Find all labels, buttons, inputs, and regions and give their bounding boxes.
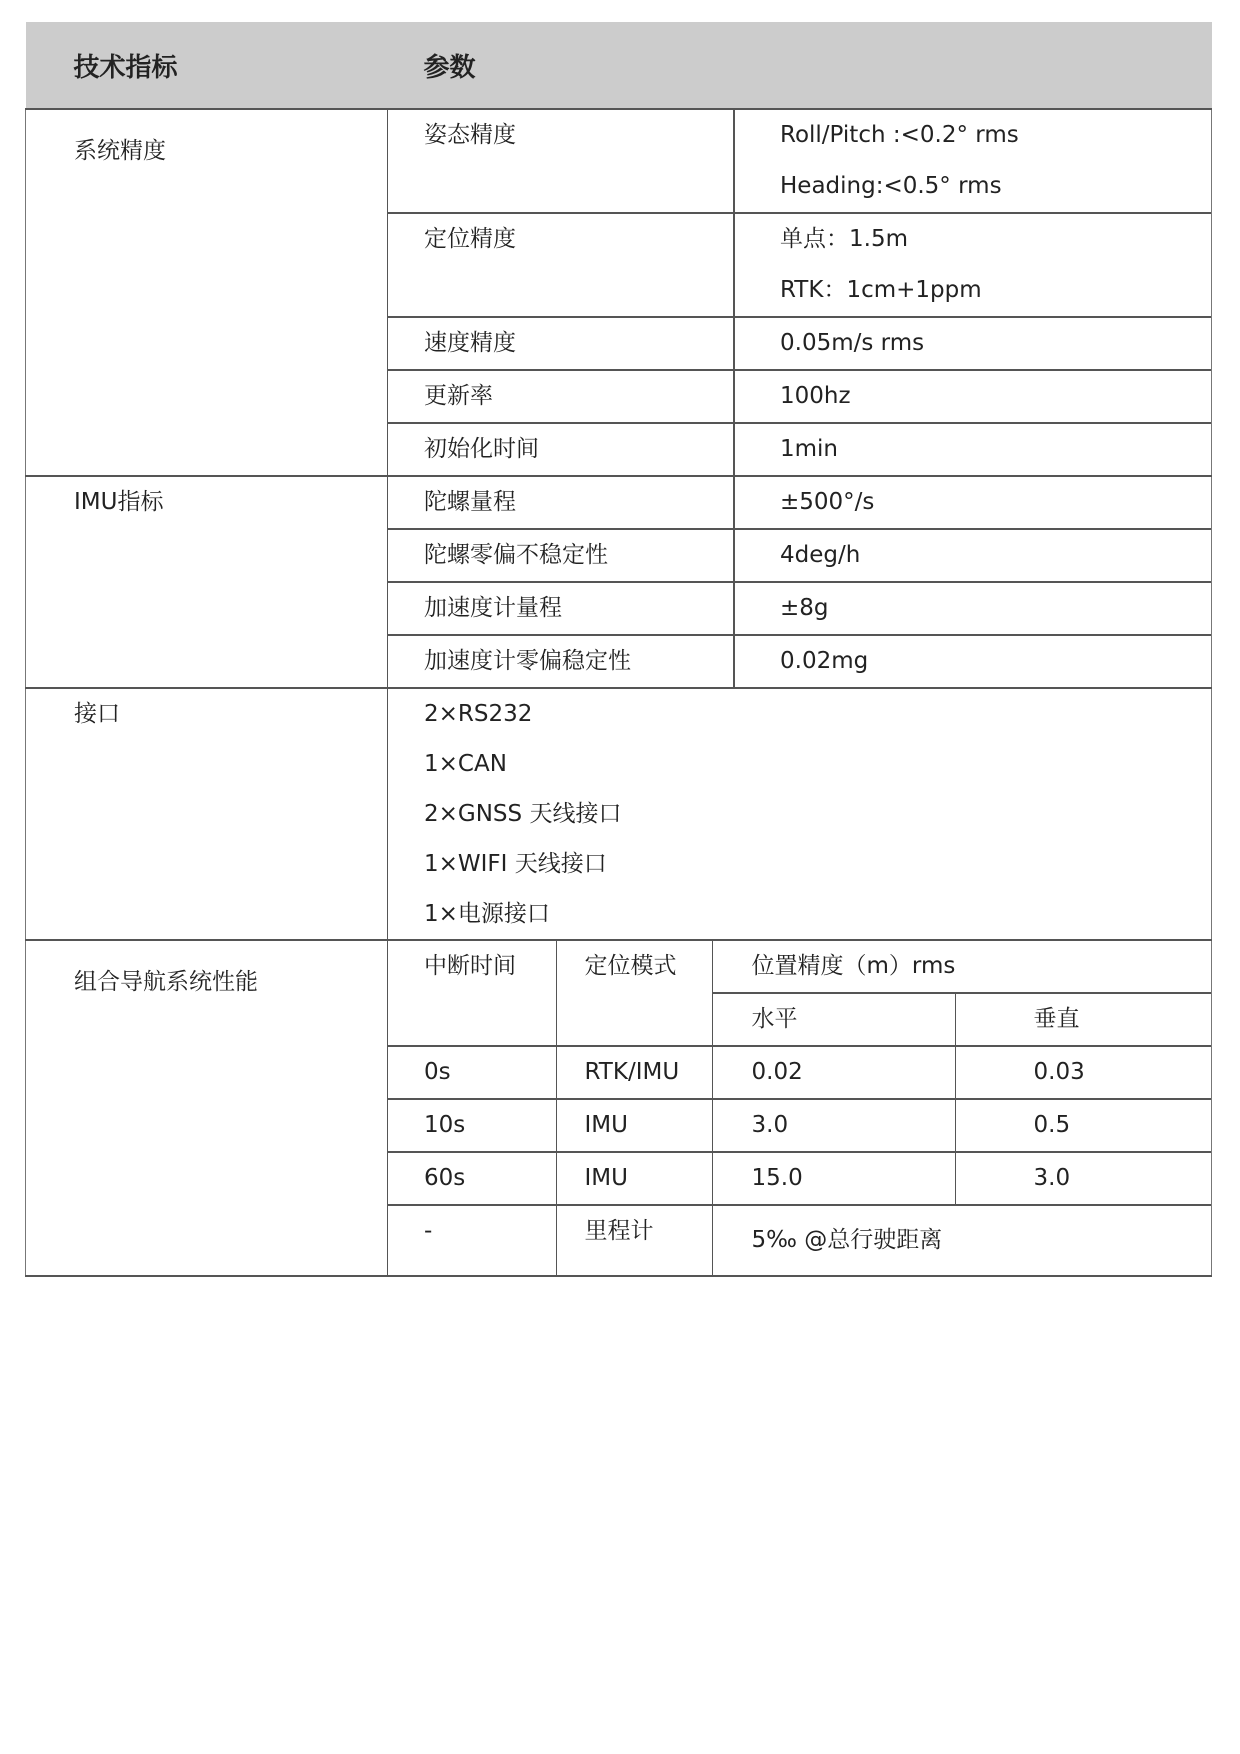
table-row [388,213,1212,317]
init-time-label: 初始化时间 [424,436,539,462]
list-item: 2×GNSS 天线接口 [424,801,622,827]
init-time-value: 1min [780,436,839,462]
list-item: 2×RS232 [424,701,533,727]
system-accuracy-group [26,109,1212,476]
vertical-cell: 3.0 [955,1152,1212,1205]
outage-time-cell: 10s [388,1099,556,1152]
table-row [388,317,1212,370]
horizontal-cell: 0.02 [712,1046,955,1099]
update-rate-value: 100hz [780,383,851,409]
accel-bias-value: 0.02mg [780,648,869,674]
accuracy-header: 位置精度（m）rms [712,941,1212,993]
table-row [388,1099,1212,1152]
horizontal-header: 水平 [712,993,955,1046]
vertical-cell: 0.5 [955,1099,1212,1152]
table-row [388,941,1212,993]
outage-time-cell: 0s [388,1046,556,1099]
gyro-range-value: ±500°/s [780,489,875,515]
odometer-mode-cell: 里程计 [556,1205,712,1275]
gyro-bias-label: 陀螺零偏不稳定性 [424,542,608,568]
list-item: 1×电源接口 [424,901,550,927]
attitude-heading-value: Heading:<0.5° rms [780,173,1002,199]
velocity-accuracy-value: 0.05m/s rms [780,330,925,356]
velocity-accuracy-label: 速度精度 [424,330,516,356]
integrated-nav-table [388,941,1212,1275]
table-row [388,1152,1212,1205]
table-row [388,1205,1212,1275]
imu-label: IMU指标 [74,489,164,515]
interface-label: 接口 [74,701,120,727]
outage-time-header: 中断时间 [424,953,516,979]
attitude-accuracy-label: 姿态精度 [424,122,516,148]
table-row [388,423,1212,475]
interface-group [26,688,1212,940]
mode-cell: IMU [556,1152,712,1205]
update-rate-label: 更新率 [424,383,493,409]
mode-cell: RTK/IMU [556,1046,712,1099]
interface-list [388,688,1212,940]
integrated-nav-group [26,940,1212,1276]
mode-cell: IMU [556,1099,712,1152]
accel-range-value: ±8g [780,595,829,621]
horizontal-cell: 3.0 [712,1099,955,1152]
spec-table [25,22,1212,1277]
odometer-value-cell: 5‰ @总行驶距离 [751,1227,943,1253]
horizontal-cell: 15.0 [712,1152,955,1205]
vertical-cell: 0.03 [955,1046,1212,1099]
gyro-bias-value: 4deg/h [780,542,861,568]
list-item: 1×CAN [424,751,507,777]
table-row [388,529,1212,582]
accel-bias-label: 加速度计零偏稳定性 [424,648,631,674]
position-rtk-value: RTK：1cm+1ppm [780,277,982,303]
header-spec: 技术指标 [26,22,388,109]
imu-group [26,476,1212,688]
system-accuracy-table [388,110,1212,475]
position-accuracy-label: 定位精度 [424,226,516,252]
table-row [388,370,1212,423]
table-row [388,635,1212,687]
table-header-row [26,22,1212,109]
accel-range-label: 加速度计量程 [424,595,562,621]
imu-table [388,477,1212,687]
table-row [388,110,1212,213]
odometer-time-cell: - [388,1205,556,1275]
vertical-header: 垂直 [955,993,1212,1046]
mode-header: 定位模式 [584,953,677,979]
outage-time-cell: 60s [388,1152,556,1205]
table-row [388,477,1212,529]
position-single-value: 单点：1.5m [780,226,908,252]
table-row [388,1046,1212,1099]
gyro-range-label: 陀螺量程 [424,489,516,515]
list-item: 1×WIFI 天线接口 [424,851,607,877]
attitude-roll-pitch-value: Roll/Pitch :<0.2° rms [780,122,1019,148]
table-row [388,582,1212,635]
header-params: 参数 [388,22,1212,109]
system-accuracy-label: 系统精度 [26,109,388,476]
integrated-nav-label: 组合导航系统性能 [26,940,388,1276]
